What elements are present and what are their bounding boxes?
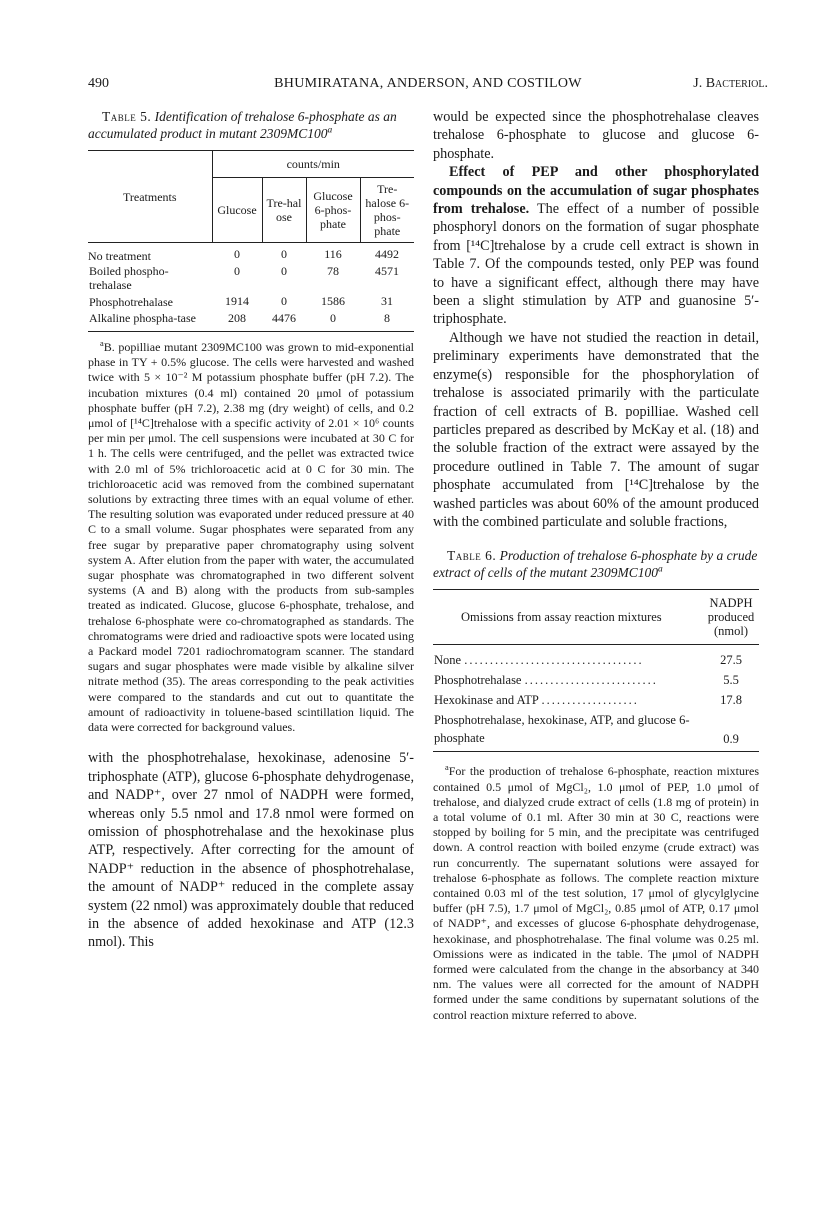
- table6-footnote-mark: a: [445, 763, 449, 773]
- table-row: [433, 670, 759, 690]
- table6-header-nadph: NADPH produced (nmol): [707, 596, 755, 639]
- table6-cell: 27.5: [720, 652, 742, 667]
- table-row: [88, 243, 414, 264]
- table5-cell: 4492: [375, 247, 399, 261]
- table5-row-label: Boiled phospho-trehalase: [89, 264, 169, 292]
- table6: [433, 589, 759, 752]
- table6-caption: [433, 547, 759, 581]
- page-number: 490: [88, 76, 109, 91]
- right-body-paragraph-3: Although we have not studied the reaction in detail, preliminary experiments have demonstrated that the enzyme(s) responsible for the phosphorylation of trehalose is associated primarily with the particulate fraction of cell extracts of B. popilliae. Washed cell particles prepared as described by McKay et al. (18) and the soluble fraction of the extract were assayed by the procedure outlined in Table 7. The amount of sugar phosphate accumulated from [¹⁴C]trehalose by the washed particles was about 60% of the amount produced with the combined particulate and soluble fractions,: [433, 329, 759, 530]
- table5-footnote: [88, 340, 414, 735]
- table5-caption: [88, 108, 414, 142]
- table5-cell: 31: [381, 294, 393, 308]
- table5-caption-text: Identification of trehalose 6-phosphate as an accumulated product in mutant 2309MC100: [88, 109, 397, 141]
- left-body-text: [88, 749, 414, 951]
- table5-cell: 208: [228, 311, 246, 325]
- table6-row-label: Phosphotrehalase ..........................: [434, 673, 658, 688]
- table5-header-col: Glucose: [212, 178, 262, 243]
- table6-row-label: Hexokinase and ATP ...................: [434, 693, 639, 708]
- table6-caption-mark: a: [657, 564, 663, 575]
- table-row: [433, 690, 759, 710]
- table5-label: Table 5.: [102, 109, 152, 124]
- table6-cell: 5.5: [723, 672, 739, 687]
- table5-header-group: counts/min: [212, 151, 414, 178]
- section-heading: Effect of PEP and other phosphorylated compounds on the accumulation of sugar phosphates from trehalose.: [433, 164, 759, 218]
- table-row: [88, 263, 414, 293]
- table5-cell: 8: [384, 311, 390, 325]
- table5-header-col: Tre-halose: [262, 178, 306, 243]
- table-row: [88, 293, 414, 310]
- table5-row-label: Alkaline phospha-tase: [89, 311, 196, 325]
- table5-caption-mark: a: [327, 125, 333, 136]
- table6-footnote-text: For the production of trehalose 6-phosphate, reaction mixtures contained 0.5 μmol of MgCl₂, 1.0 μmol of PEP, 1.0 μmol of trehalose, and dialyzed crude extract of cells (1.8 mg of protein) in a total volume of 0.1 ml. After 30 min at 30 C, reactions were stopped by boiling for 5 min, and the precipitate was centrifuged down. A control reaction with boiled enzyme (crude extract) was run concurrently. The supernatant solutions were assayed for trehalose 6-phosphate as follows. The complete reaction mixture contained 0.03 ml of the test solution, 17 μmol of glycylglycine buffer (pH 7.5), 1.7 μmol of MgCl₂, 0.85 μmol of ATP, 0.17 μmol of NADP⁺, and excesses of glucose 6-phosphate dehydrogenase, hexokinase, and phosphotrehalase. The final volume was 0.25 ml. Omissions were as indicated in the table. The μmol of NADPH formed were calculated from the change in the absorbancy at 340 nm. The values were all corrected for the amount of NADPH formed under the same conditions by supernatant solutions of the control reaction mixture referred to above.: [433, 764, 759, 1022]
- table5-cell: 0: [281, 294, 287, 308]
- table6-caption-text: Production of trehalose 6-phosphate by a crude extract of cells of the mutant 2309MC100: [433, 548, 758, 581]
- right-body-paragraph-1: would be expected since the phosphotrehalase cleaves trehalose 6-phosphate to glucose and glucose 6-phosphate.: [433, 109, 759, 162]
- table5-cell: 0: [330, 311, 336, 325]
- table5-header-col: Glucose 6-phos-phate: [306, 178, 360, 243]
- table5-cell: 0: [281, 247, 287, 261]
- right-body-text: [433, 108, 759, 531]
- table-row: [433, 645, 759, 671]
- table5-cell: 116: [324, 247, 342, 261]
- table5: [88, 150, 414, 332]
- table6-row-label: None ...................................: [434, 653, 644, 668]
- table5-header-treatments: Treatments: [122, 189, 177, 204]
- right-body-paragraph-2: [433, 163, 759, 329]
- right-column: [433, 108, 759, 1023]
- table5-row-label: No treatment: [88, 249, 151, 263]
- running-header: [88, 76, 768, 96]
- table6-header-omissions: Omissions from assay reaction mixtures: [461, 610, 662, 625]
- table5-cell: 4476: [272, 311, 296, 325]
- table6-label: Table 6.: [447, 548, 497, 564]
- left-body-paragraph: with the phosphotrehalase, hexokinase, adenosine 5′-triphosphate (ATP), glucose 6-phosphate dehydrogenase, and NADP⁺, over 27 nmol of NADPH were formed, whereas only 5.5 nmol and 17.8 nmol were formed on omission of phosphotrehalase and the hexokinase plus ATP, respectively. After correcting for the amount of NADP⁺ reduction in the absence of phosphotrehalase, the amount of NADP⁺ reduced in the complete assay system (22 nmol) was approximately double that reduced in the absence of added hexokinase and ATP (12.3 nmol). This: [88, 750, 414, 951]
- table5-cell: 0: [234, 264, 240, 278]
- table5-footnote-text: B. popilliae mutant 2309MC100 was grown to mid-exponential phase in TY + 0.5% glucose. The cells were harvested and washed twice with 5 × 10⁻² M potassium phosphate buffer (pH 7.2). The incubation mixtures (0.4 ml) contained 20 μmol of potassium phosphate buffer (pH 7.2), 2.38 mg (dry weight) of cells, and 0.2 μmol of [¹⁴C]trehalose with a specific activity of 2.01 × 10⁶ counts per min per μmol. The cell suspensions were incubated at 30 C for 1 h. The cells were centrifuged, and the pellet was extracted twice with 2.0 ml of 5% trichloroacetic acid at 0 C for 30 min. The trichloroacetic acid was removed from the combined supernatant solutions by extracting three times with an equal volume of ether. The resulting solution was evaporated under reduced pressure at 40 C to a small volume. Sugar phosphates were separated from any free sugar by preparative paper chromatography using solvent system A. After elution from the paper with water, the accumulated sugar phosphate was chromatographed in two different solvent systems (A and B) along with the products from sub-samples treated as indicated. Glucose, glucose 6-phosphate, trehalose, and trehalose 6-phosphate were co-chromatographed as standards. The chromatograms were dried and radioactive spots were located using a Packard model 7201 radiochromatogram scanner. The standard sugars and sugar phosphates were made visible by alkaline silver nitrate method (35). The areas corresponding to the peak activities were compared to the standards and cut out to quantitate the amount of radioactivity in toluene-based scintillation liquid. The data were corrected for background values.: [88, 340, 414, 735]
- journal-name: J. Bacteriol.: [693, 76, 768, 91]
- table5-cell: 78: [327, 264, 339, 278]
- table-row: [88, 310, 414, 332]
- table5-cell: 1914: [225, 294, 249, 308]
- right-body-paragraph-2-text: The effect of a number of possible phosphoryl donors on the formation of sugar phosphate from [¹⁴C]trehalose by a crude cell extract is shown in Table 7. Of the compounds tested, only PEP was found to have a significant effect, although there may have been a slight stimulation by ATP and guanosine 5′-triphosphate.: [433, 201, 760, 328]
- table5-cell: 1586: [321, 294, 345, 308]
- left-column: [88, 108, 414, 952]
- table5-row-label: Phosphotrehalase: [89, 294, 173, 309]
- table-row: [433, 710, 759, 752]
- table5-cell: 0: [234, 247, 240, 261]
- table5-cell: 4571: [375, 264, 399, 278]
- table5-footnote-mark: a: [100, 339, 104, 348]
- table5-cell: 0: [281, 264, 287, 278]
- table6-cell: 17.8: [720, 692, 742, 707]
- table5-body: [88, 243, 414, 332]
- table6-footnote: [433, 764, 759, 1022]
- table6-row-label: Phosphotrehalase, hexokinase, ATP, and glucose 6-phosphate: [434, 713, 690, 746]
- table6-cell: 0.9: [723, 732, 739, 747]
- running-authors: BHUMIRATANA, ANDERSON, AND COSTILOW: [274, 76, 582, 91]
- table5-header-col: Tre-halose 6-phos-phate: [360, 178, 414, 243]
